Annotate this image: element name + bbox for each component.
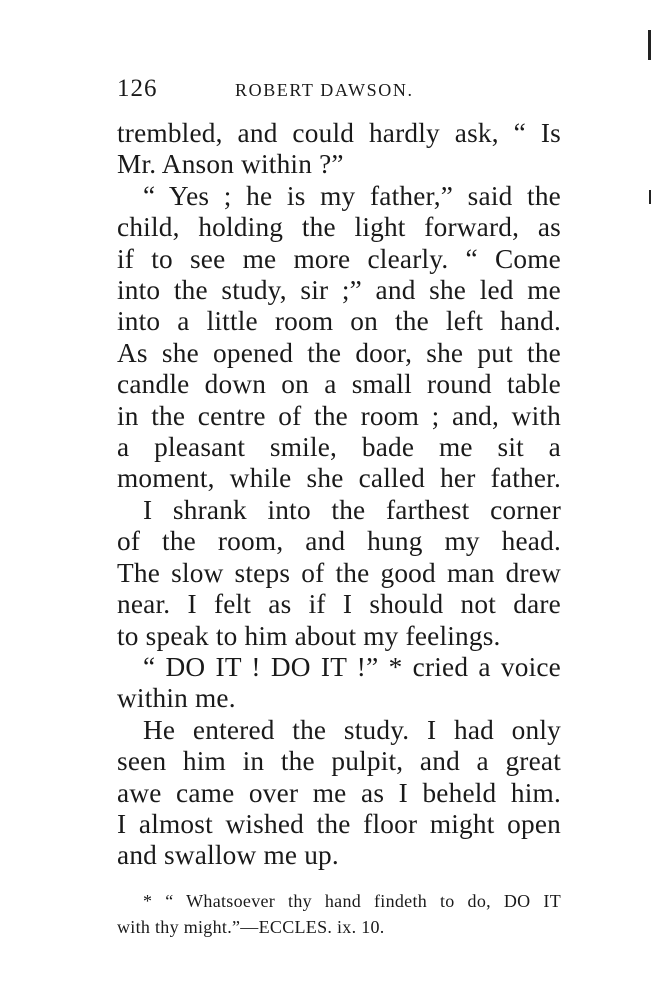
text-line: if to see me more clearly. “ Come xyxy=(117,243,561,274)
text-line: The slow steps of the good man drew xyxy=(117,557,561,588)
book-page xyxy=(117,75,561,940)
text-line: Mr. Anson within ?” xyxy=(117,149,344,180)
page-number: 126 xyxy=(117,75,158,102)
text-line: to speak to him about my feelings. xyxy=(117,620,501,651)
body-text xyxy=(117,118,561,872)
text-line: awe came over me as I beheld him. xyxy=(117,777,561,808)
footnote-line: with thy might.”—ECCLES. ix. 10. xyxy=(117,916,385,937)
running-head: ROBERT DAWSON. xyxy=(235,80,414,100)
footnote-line: * “ Whatsoever thy hand findeth to do, DO IT xyxy=(143,890,561,911)
text-line: into a little room on the left hand. xyxy=(117,306,561,337)
text-line: into the study, sir ;” and she led me xyxy=(117,275,561,306)
text-line: moment, while she called her father. xyxy=(117,463,561,494)
text-line: “ DO IT ! DO IT !” * cried a voice xyxy=(143,651,561,682)
text-line: trembled, and could hardly ask, “ Is xyxy=(117,118,561,148)
page-header xyxy=(117,75,561,107)
text-line: within me. xyxy=(117,683,236,714)
text-line: I almost wished the floor might open xyxy=(117,808,561,839)
text-line: He entered the study. I had only xyxy=(143,714,561,745)
text-line: “ Yes ; he is my father,” said the xyxy=(143,180,561,211)
footnote xyxy=(117,888,561,940)
text-line: seen him in the pulpit, and a great xyxy=(117,746,561,777)
text-line: near. I felt as if I should not dare xyxy=(117,589,561,620)
text-line: candle down on a small round table xyxy=(117,369,561,400)
text-line: As she opened the door, she put the xyxy=(117,337,561,368)
text-line: a pleasant smile, bade me sit a xyxy=(117,432,561,463)
text-line: in the centre of the room ; and, with xyxy=(117,400,561,431)
text-line: of the room, and hung my head. xyxy=(117,526,561,557)
text-line: I shrank into the farthest corner xyxy=(143,494,561,525)
text-line: and swallow me up. xyxy=(117,840,339,871)
text-line: child, holding the light forward, as xyxy=(117,212,561,243)
